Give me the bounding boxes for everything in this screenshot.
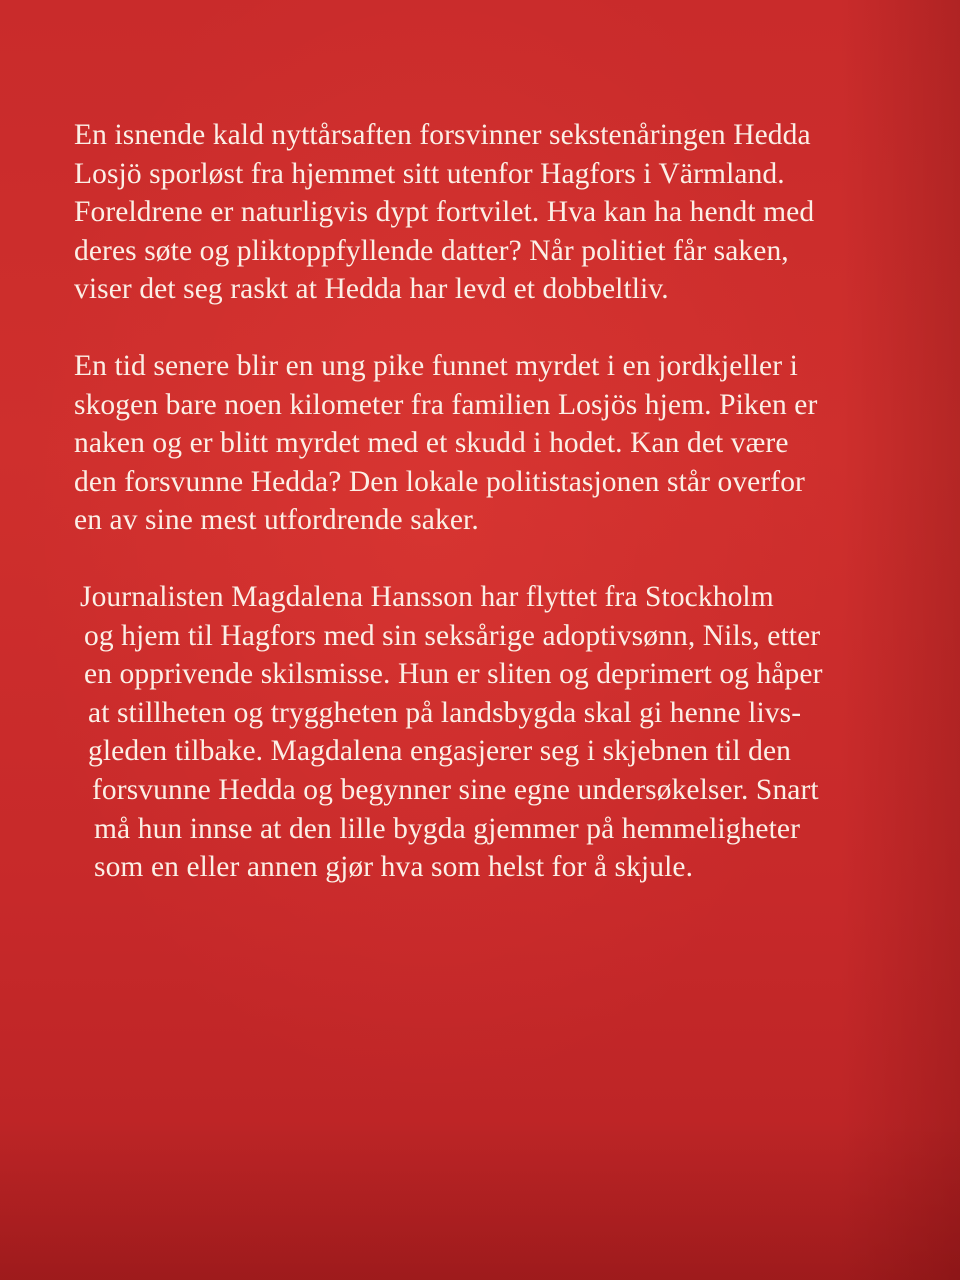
cover-shading-bottom	[0, 1120, 960, 1280]
blurb-text	[74, 116, 954, 925]
text-line: deres søte og pliktoppfyllende datter? Når politiet får saken,	[74, 234, 789, 267]
text-line: en opprivende skilsmisse. Hun er sliten og deprimert og håper	[84, 658, 823, 691]
blurb-paragraph-1	[74, 116, 954, 309]
text-line: må hun innse at den lille bygda gjemmer på hemmeligheter	[94, 812, 801, 845]
text-line: En isnende kald nyttårsaften forsvinner sekstenåringen Hedda	[74, 119, 811, 151]
blurb-paragraph-2	[74, 347, 954, 540]
text-line: viser det seg raskt at Hedda har levd et dobbeltliv.	[74, 273, 669, 306]
text-line: Journalisten Magdalena Hansson har flyttet fra Stockholm	[80, 580, 774, 613]
text-line: at stillheten og tryggheten på landsbygda skal gi henne livs-	[88, 696, 802, 729]
text-line: En tid senere blir en ung pike funnet myrdet i en jordkjeller i	[74, 349, 798, 382]
text-line: den forsvunne Hedda? Den lokale politistasjonen står overfor	[74, 465, 805, 498]
text-line: og hjem til Hagfors med sin seksårige adoptivsønn, Nils, etter	[84, 619, 821, 652]
blurb-paragraph-3	[80, 578, 954, 887]
text-line: gleden tilbake. Magdalena engasjerer seg i skjebnen til den	[88, 735, 791, 768]
text-line: som en eller annen gjør hva som helst for å skjule.	[94, 851, 694, 884]
text-line: en av sine mest utfordrende saker.	[74, 504, 479, 537]
text-line: naken og er blitt myrdet med et skudd i hodet. Kan det være	[74, 427, 789, 460]
text-line: Losjö sporløst fra hjemmet sitt utenfor Hagfors i Värmland.	[74, 157, 785, 190]
text-line: Foreldrene er naturligvis dypt fortvilet. Hva kan ha hendt med	[74, 196, 815, 229]
text-line: forsvunne Hedda og begynner sine egne undersøkelser. Snart	[92, 773, 819, 806]
text-line: skogen bare noen kilometer fra familien Losjös hjem. Piken er	[74, 388, 818, 421]
